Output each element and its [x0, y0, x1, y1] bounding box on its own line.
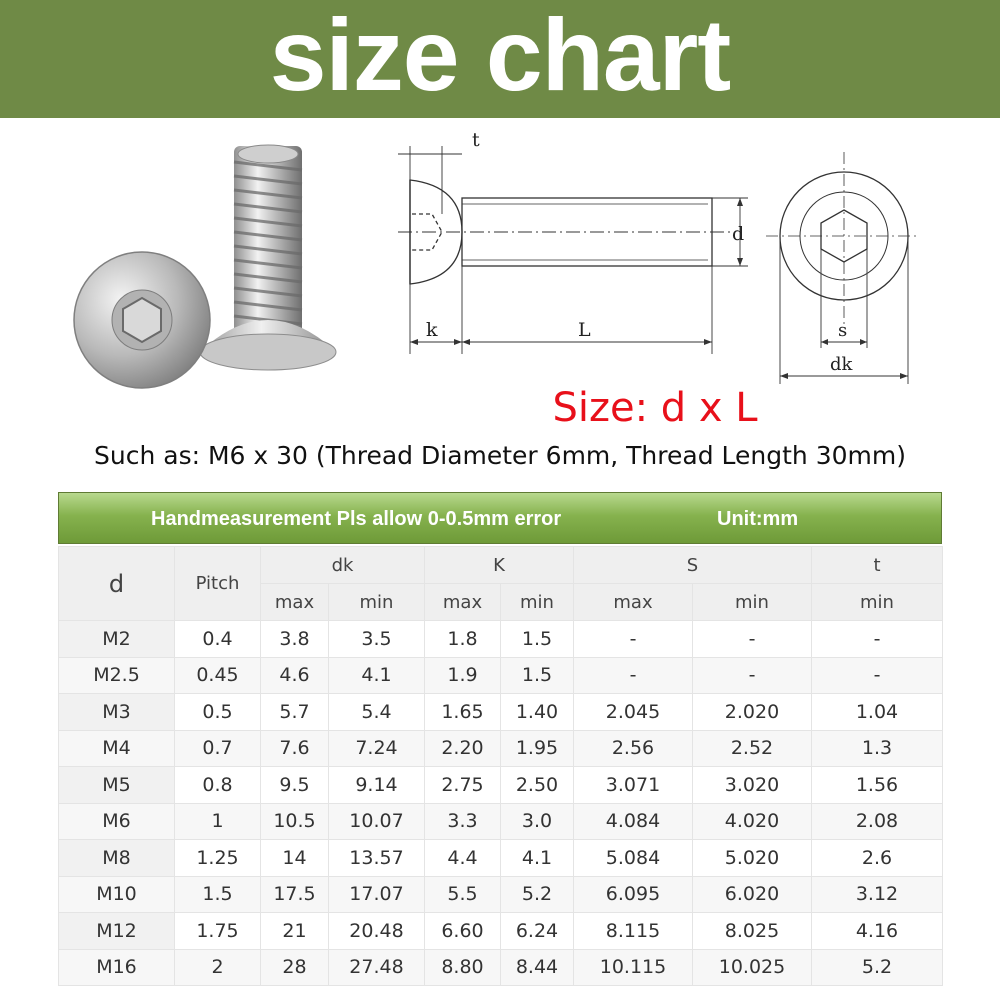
table-cell: 4.1 [501, 840, 574, 877]
label-dk: dk [830, 354, 853, 375]
table-cell: 9.14 [329, 767, 425, 804]
table-cell: 5.2 [812, 949, 943, 986]
header-k: K [425, 547, 574, 584]
table-row [59, 657, 943, 694]
table-cell: - [812, 621, 943, 658]
table-cell: 5.5 [425, 876, 501, 913]
table-cell: 14 [261, 840, 329, 877]
table-cell: 2.75 [425, 767, 501, 804]
table-cell: 6.020 [693, 876, 812, 913]
table-cell: 0.5 [175, 694, 261, 731]
table-cell: 2.20 [425, 730, 501, 767]
table-row [59, 876, 943, 913]
tolerance-note: Handmeasurement Pls allow 0-0.5mm error [151, 508, 562, 530]
page-title: size chart [269, 0, 731, 112]
label-d: d [732, 223, 745, 245]
table-row [59, 694, 943, 731]
subheader-cell: min [812, 584, 943, 621]
table-cell: 2.045 [574, 694, 693, 731]
table-body [59, 621, 943, 986]
table-cell: 4.020 [693, 803, 812, 840]
table-row [59, 803, 943, 840]
table-cell: 2.56 [574, 730, 693, 767]
table-cell: 5.084 [574, 840, 693, 877]
table-cell: 1.5 [501, 621, 574, 658]
label-s: s [838, 320, 848, 341]
table-cell: 1.9 [425, 657, 501, 694]
table-cell: 1.25 [175, 840, 261, 877]
table-cell: 1.3 [812, 730, 943, 767]
size-cell: M8 [59, 840, 175, 877]
table-cell: 1.5 [175, 876, 261, 913]
table-cell: 8.44 [501, 949, 574, 986]
table-cell: 1.8 [425, 621, 501, 658]
table-row [59, 767, 943, 804]
table-row [59, 840, 943, 877]
table-cell: 17.5 [261, 876, 329, 913]
table-cell: 10.115 [574, 949, 693, 986]
table-cell: 10.5 [261, 803, 329, 840]
table-cell: 28 [261, 949, 329, 986]
table-cell: 20.48 [329, 913, 425, 950]
table-cell: 1 [175, 803, 261, 840]
size-cell: M5 [59, 767, 175, 804]
table-cell: 1.40 [501, 694, 574, 731]
table-cell: 10.025 [693, 949, 812, 986]
table-cell: 3.020 [693, 767, 812, 804]
table-cell: 2 [175, 949, 261, 986]
table-cell: 2.52 [693, 730, 812, 767]
table-cell: - [693, 621, 812, 658]
table-row [59, 621, 943, 658]
table-cell: 3.0 [501, 803, 574, 840]
table-cell: 1.95 [501, 730, 574, 767]
table-cell: 1.75 [175, 913, 261, 950]
table-cell: 27.48 [329, 949, 425, 986]
table-cell: 7.6 [261, 730, 329, 767]
table-cell: - [574, 657, 693, 694]
table-cell: 6.24 [501, 913, 574, 950]
unit-label: Unit:mm [717, 508, 799, 530]
table-cell: 5.2 [501, 876, 574, 913]
table-cell: - [693, 657, 812, 694]
top-view-drawing [762, 148, 922, 388]
table-cell: 2.50 [501, 767, 574, 804]
size-cell: M3 [59, 694, 175, 731]
screw-photo [62, 140, 362, 420]
table-cell: 3.5 [329, 621, 425, 658]
header-banner [0, 0, 1000, 118]
header-row [59, 547, 943, 584]
note-bar [58, 492, 942, 544]
table-cell: 2.020 [693, 694, 812, 731]
size-cell: M2 [59, 621, 175, 658]
size-cell: M6 [59, 803, 175, 840]
table-cell: 2.6 [812, 840, 943, 877]
table-row [59, 730, 943, 767]
size-cell: M10 [59, 876, 175, 913]
size-cell: M16 [59, 949, 175, 986]
subheader-cell: max [261, 584, 329, 621]
table-row [59, 949, 943, 986]
table-cell: 2.08 [812, 803, 943, 840]
table-cell: - [812, 657, 943, 694]
table-cell: 3.3 [425, 803, 501, 840]
table-cell: 3.8 [261, 621, 329, 658]
subheader-cell: max [425, 584, 501, 621]
table-cell: 5.4 [329, 694, 425, 731]
table-cell: 4.6 [261, 657, 329, 694]
table-cell: 3.12 [812, 876, 943, 913]
table-cell: 4.084 [574, 803, 693, 840]
table-cell: 6.60 [425, 913, 501, 950]
size-cell: M2.5 [59, 657, 175, 694]
table-cell: 8.80 [425, 949, 501, 986]
side-view-drawing [388, 128, 748, 360]
table-cell: 8.025 [693, 913, 812, 950]
table-cell: 3.071 [574, 767, 693, 804]
table-cell: 21 [261, 913, 329, 950]
table-cell: 0.45 [175, 657, 261, 694]
header-pitch: Pitch [175, 547, 261, 621]
table-cell: 1.56 [812, 767, 943, 804]
table-cell: 4.16 [812, 913, 943, 950]
table-cell: 9.5 [261, 767, 329, 804]
label-t: t [472, 129, 480, 151]
table-cell: 1.65 [425, 694, 501, 731]
table-cell: 0.4 [175, 621, 261, 658]
subheader-cell: min [501, 584, 574, 621]
table-cell: 1.5 [501, 657, 574, 694]
table-cell: 4.1 [329, 657, 425, 694]
example-text: Such as: M6 x 30 (Thread Diameter 6mm, Thread Length 30mm) [94, 441, 906, 470]
subheader-cell: min [329, 584, 425, 621]
table-cell: - [574, 621, 693, 658]
table-cell: 5.7 [261, 694, 329, 731]
label-L: L [578, 319, 591, 341]
table-cell: 10.07 [329, 803, 425, 840]
subheader-cell: min [693, 584, 812, 621]
size-cell: M12 [59, 913, 175, 950]
table-cell: 7.24 [329, 730, 425, 767]
table-cell: 8.115 [574, 913, 693, 950]
table-cell: 17.07 [329, 876, 425, 913]
header-t: t [812, 547, 943, 584]
table-cell: 1.04 [812, 694, 943, 731]
header-s: S [574, 547, 812, 584]
subheader-cell: max [574, 584, 693, 621]
label-k: k [426, 319, 438, 341]
table-cell: 4.4 [425, 840, 501, 877]
table-cell: 6.095 [574, 876, 693, 913]
spec-table [58, 546, 943, 986]
table-cell: 0.7 [175, 730, 261, 767]
header-d: d [59, 547, 175, 621]
size-cell: M4 [59, 730, 175, 767]
table-row [59, 913, 943, 950]
table-cell: 0.8 [175, 767, 261, 804]
size-formula: Size: d x L [552, 385, 758, 431]
table-cell: 5.020 [693, 840, 812, 877]
header-dk: dk [261, 547, 425, 584]
table-cell: 13.57 [329, 840, 425, 877]
